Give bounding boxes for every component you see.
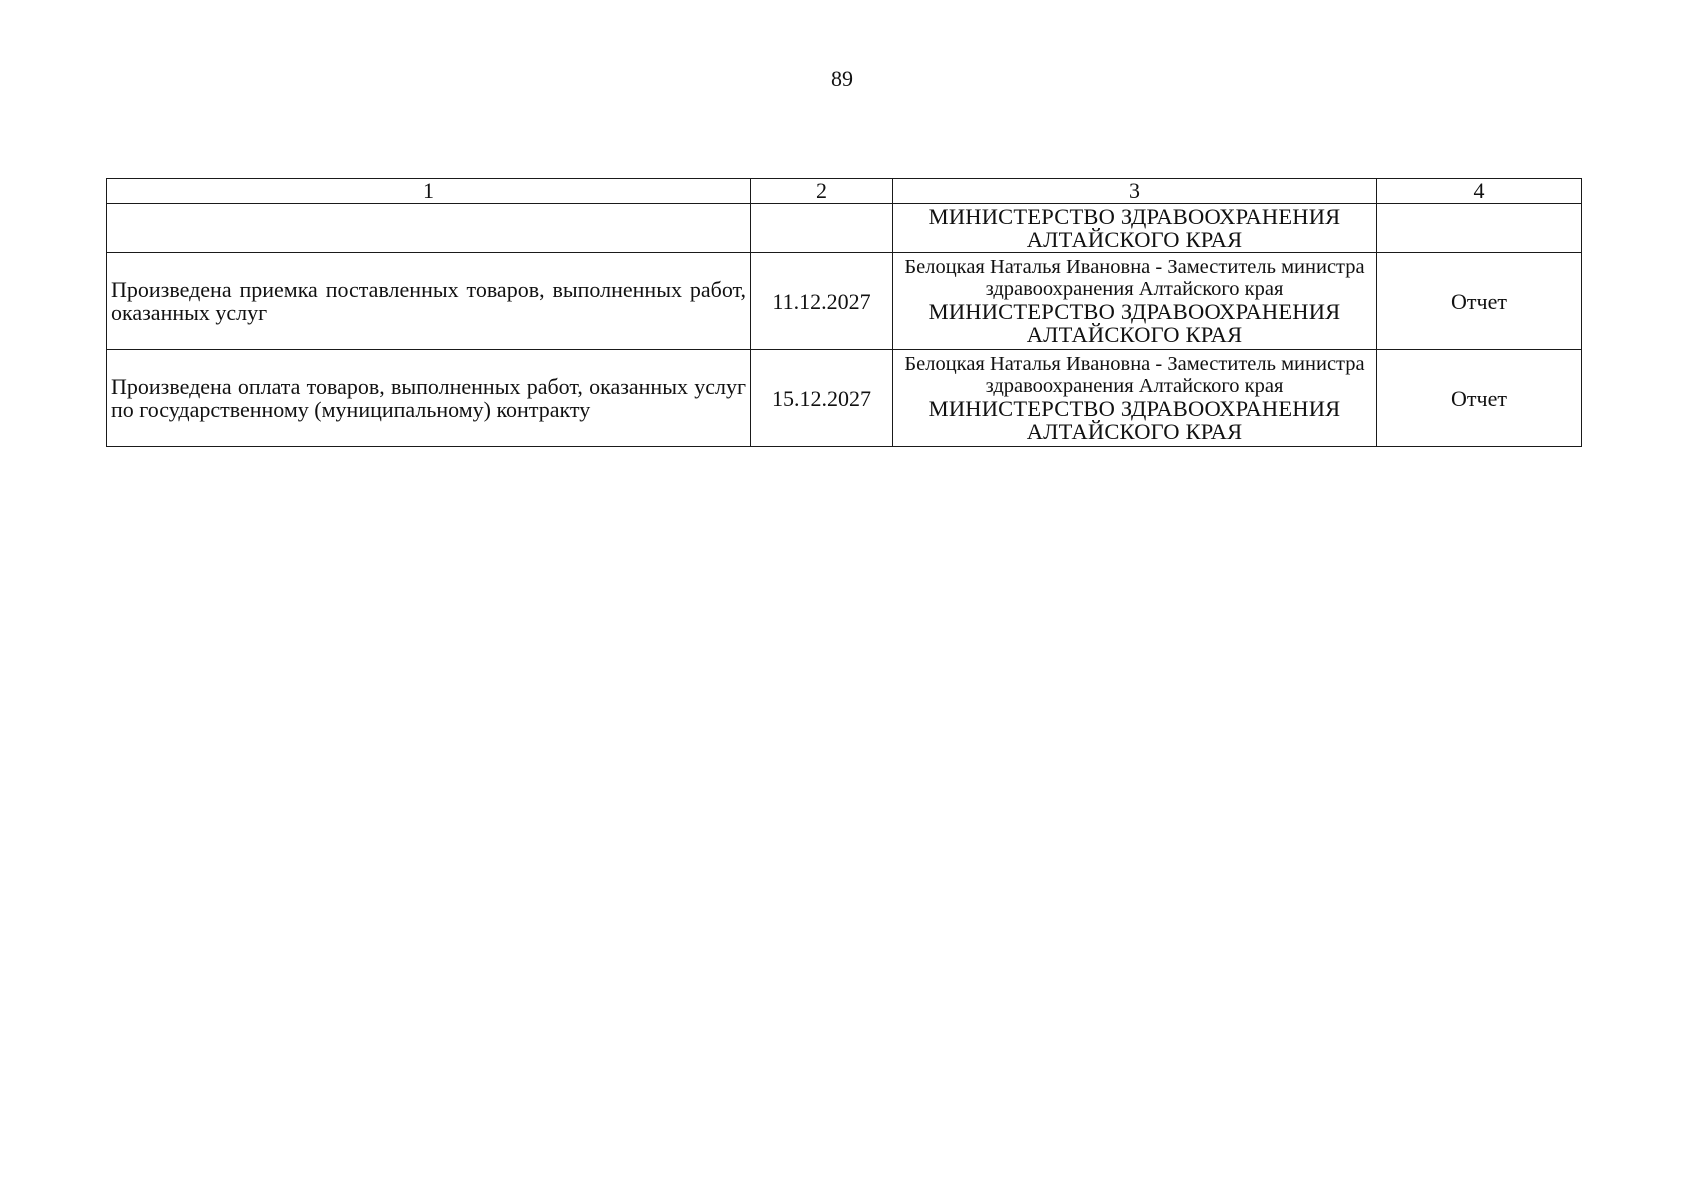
column-number-2: 2	[751, 179, 893, 204]
responsible-cell	[893, 204, 1377, 253]
date-cell: 15.12.2027	[751, 350, 893, 447]
date-cell: 11.12.2027	[751, 253, 893, 350]
responsible-org-line1: МИНИСТЕРСТВО ЗДРАВООХРАНЕНИЯ	[928, 396, 1341, 421]
column-number-1: 1	[107, 179, 751, 204]
responsible-org-line2: АЛТАЙСКОГО КРАЯ	[1026, 419, 1243, 444]
table-header-row	[107, 179, 1582, 204]
control-points-table	[106, 178, 1582, 447]
column-number-3: 3	[893, 179, 1377, 204]
date-cell	[751, 204, 893, 253]
event-description-cell: Произведена приемка поставленных товаров, выполненных работ, оказанных услуг	[107, 253, 751, 350]
document-type-cell	[1377, 204, 1582, 253]
event-description-cell	[107, 204, 751, 253]
table-row	[107, 350, 1582, 447]
responsible-cell	[893, 350, 1377, 447]
responsible-org-line2: АЛТАЙСКОГО КРАЯ	[1026, 322, 1243, 347]
responsible-cell	[893, 253, 1377, 350]
table-row	[107, 204, 1582, 253]
responsible-org-line1: МИНИСТЕРСТВО ЗДРАВООХРАНЕНИЯ	[928, 299, 1341, 324]
responsible-person: Белоцкая Наталья Ивановна - Заместитель министра здравоохранения Алтайского края	[904, 353, 1365, 397]
column-number-4: 4	[1377, 179, 1582, 204]
responsible-org-line2: АЛТАЙСКОГО КРАЯ	[1026, 227, 1243, 252]
page-number: 89	[831, 66, 853, 91]
document-type-cell: Отчет	[1377, 350, 1582, 447]
table-row	[107, 253, 1582, 350]
event-description-cell: Произведена оплата товаров, выполненных работ, оказанных услуг по государственному (муниципальному) контракту	[107, 350, 751, 447]
responsible-person: Белоцкая Наталья Ивановна - Заместитель министра здравоохранения Алтайского края	[904, 256, 1365, 300]
document-type-cell: Отчет	[1377, 253, 1582, 350]
responsible-org-line1: МИНИСТЕРСТВО ЗДРАВООХРАНЕНИЯ	[928, 204, 1341, 229]
